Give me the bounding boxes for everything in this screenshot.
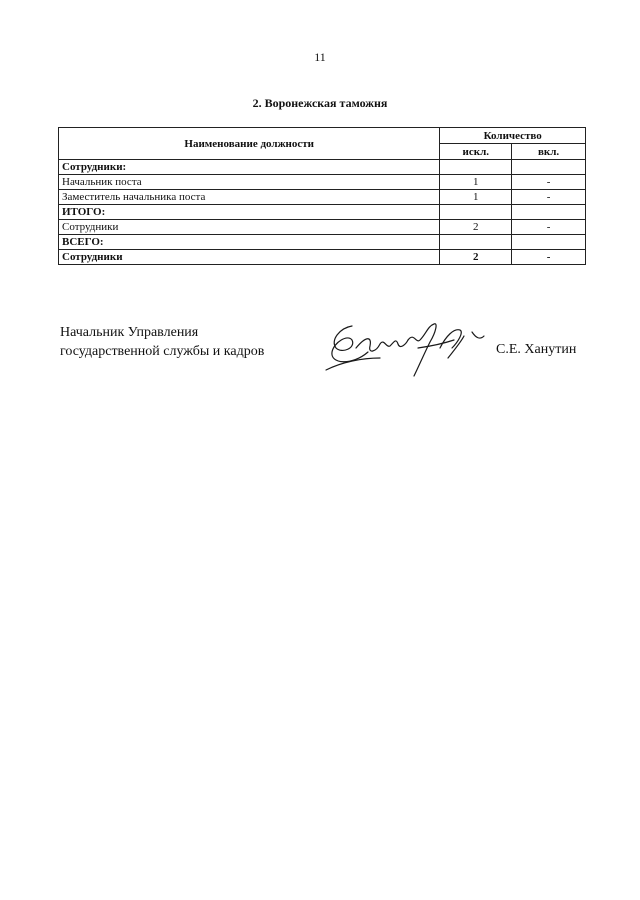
row-name: Сотрудники (59, 220, 440, 235)
table-row-group-total (59, 235, 586, 250)
row-excluded (440, 235, 512, 250)
header-position-name: Наименование должности (59, 128, 440, 160)
row-included (512, 205, 586, 220)
row-included: - (512, 175, 586, 190)
row-name: ВСЕГО: (59, 235, 440, 250)
row-excluded: 1 (440, 175, 512, 190)
header-excluded: искл. (440, 144, 512, 160)
signer-position-line1: Начальник Управления (60, 325, 199, 340)
row-excluded (440, 160, 512, 175)
signer-position (60, 323, 264, 361)
row-name: Сотрудники (59, 250, 440, 265)
row-name: Заместитель начальника поста (59, 190, 440, 205)
row-included (512, 160, 586, 175)
row-included (512, 235, 586, 250)
row-excluded: 2 (440, 220, 512, 235)
table-row (59, 220, 586, 235)
staff-table (58, 127, 586, 265)
row-included: - (512, 190, 586, 205)
header-quantity: Количество (440, 128, 586, 144)
handwritten-signature (322, 318, 490, 382)
table-row-total (59, 250, 586, 265)
table-row (59, 190, 586, 205)
table-row (59, 175, 586, 190)
row-excluded (440, 205, 512, 220)
signer-name: С.Е. Ханутин (496, 342, 577, 357)
row-name: ИТОГО: (59, 205, 440, 220)
table-row-group-staff (59, 160, 586, 175)
table-row-group-subtotal (59, 205, 586, 220)
page-number: 11 (314, 50, 326, 64)
row-name: Сотрудники: (59, 160, 440, 175)
row-name: Начальник поста (59, 175, 440, 190)
header-included: вкл. (512, 144, 586, 160)
row-excluded: 2 (440, 250, 512, 265)
signer-position-line2: государственной службы и кадров (60, 344, 265, 359)
row-included: - (512, 250, 586, 265)
row-excluded: 1 (440, 190, 512, 205)
section-title: 2. Воронежская таможня (252, 96, 388, 110)
row-included: - (512, 220, 586, 235)
